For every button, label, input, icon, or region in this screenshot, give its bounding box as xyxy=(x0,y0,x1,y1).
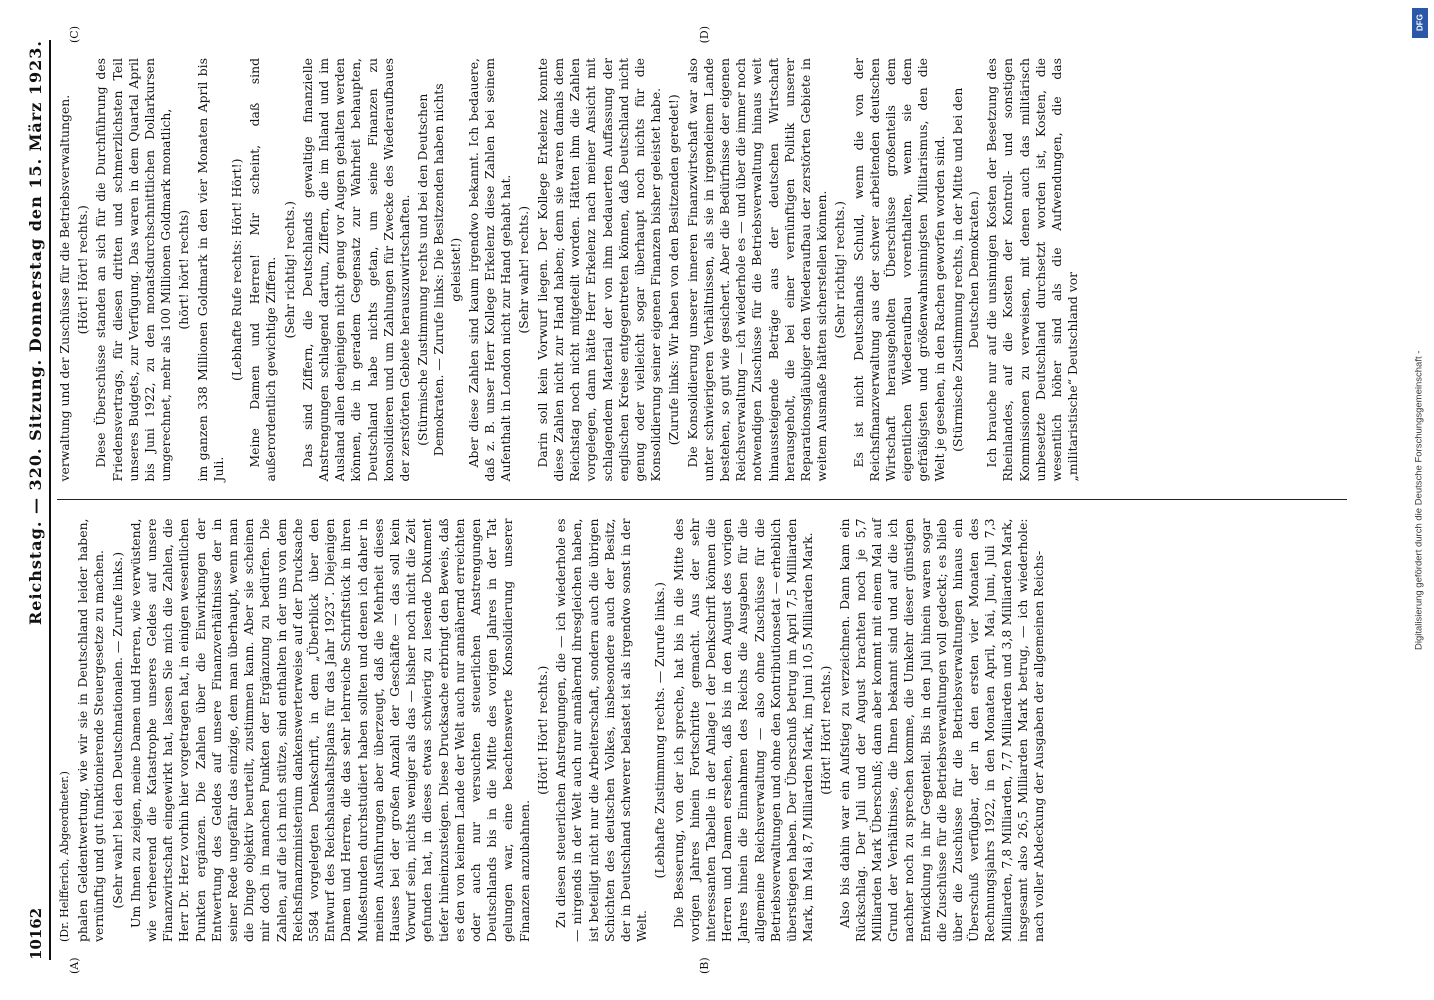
paragraph: Die Besserung, von der ich spreche, hat bis in die Mitte des vorigen Jahres hinein Fortschritte gemacht. Aus der sehr interessanten Tabelle in der Anlage I der Denkschrift können die Herren und Damen ersehen, daß bis in den August des vorigen Jahres hinein die Einnahmen des Reichs die Ausgaben für die allgemeine Reichsverwaltung — also ohne Zuschüsse für die Betriebsverwaltungen und ohne den Kontributionsetat — erheblich überstiegen haben. Der Überschuß betrug im April 7,5 Milliarden Mark, im Mai 8,7 Milliarden Mark, im Juni 10,5 Milliarden Mark. xyxy=(670,518,816,942)
paragraph: Zu diesen steuerlichen Anstrengungen, die — ich wiederhole es — nirgends in der Welt auch nur annähernd ihresgleichen haben, ist beteiligt nicht nur die Arbeiterschaft, sondern auch die übrigen Schichten des deutschen Volkes, insbesondere auch der Besitz, der in Deutschland schwerer belastet ist als irgendwo sonst in der Welt. xyxy=(553,518,650,942)
right-column xyxy=(57,26,1347,501)
paragraph: Aber diese Zahlen sind kaum irgendwo bekannt. Ich bedauere, daß z. B. unser Herr Kollege Erkelenz diese Zahlen bei seinem Aufenthalt in London nicht zur Hand gehabt hat. xyxy=(465,58,514,482)
margin-mark-a: (A) xyxy=(68,957,81,974)
interjection: (Lebhafte Zustimmung rechts. — Zurufe links.) xyxy=(652,582,668,879)
interjection: (Hört! Hört! rechts.) xyxy=(818,665,834,795)
interjection: (Sehr richtig! rechts.) xyxy=(832,201,848,339)
paragraph: Ich brauche nur auf die unsinnigen Kosten der Besetzung des Rheinlandes, auf die Kosten der Kontroll- und sonstigen Kommissionen zu verweisen, mit denen auch das militärisch unbesetzte Deutschland durchsetzt worden ist, Kosten, die wesentlich höher sind als die Aufwendungen, die das „militaristische“ Deutschland vor xyxy=(984,58,1081,482)
interjection: (hört! hört! rechts) xyxy=(176,209,192,330)
page-header xyxy=(26,40,51,960)
paragraph: Das sind Ziffern, die Deutschlands gewaltige finanzielle Anstrengungen schlagend dartun, Ziffern, die im Inland und im Ausland allen denjenigen nicht genug vor Augen gehalten werden können, die in geradem Gegensatz zur Wahrheit behaupten, Deutschland habe nichts getan, um seine Finanzen zu konsolidieren und um Zahlungen für Zwecke des Wiederaufbaues der zerstörten Gebiete herauszuwirtschaften. xyxy=(299,58,413,482)
margin-mark-b: (B) xyxy=(698,957,711,974)
paragraph: phalen Geldentwertung, wie wir sie in Deutschland leider haben, vernünftig und gut funktionierende Steuergesetze zu machen. xyxy=(75,518,107,942)
paragraph: Es ist nicht Deutschlands Schuld, wenn die von der Reichsfinanzverwaltung aus der schwer arbeitenden deutschen Wirtschaft herausgeholten Überschüsse großenteils dem eigentlichen Wiederaufbau vorenthalten, wenn sie dem gefräßigsten und größenwahnsinnigsten Militarismus, den die Welt je gesehen, in den Rachen geworfen worden sind. xyxy=(850,58,947,482)
interjection: (Zurufe links: Wir haben von den Besitzenden geredet!) xyxy=(666,94,682,446)
speaker-label: (Dr. Helfferich, Abgeordneter.) xyxy=(58,771,71,942)
page-number: 10162 xyxy=(27,907,45,960)
paragraph: Meine Damen und Herren! Mir scheint, daß sind außerordentlich gewichtige Ziffern. xyxy=(247,58,279,482)
text-columns xyxy=(57,26,1347,974)
interjection: (Stürmische Zustimmung rechts, in der Mitte und bei den Deutschen Demokraten.) xyxy=(949,87,981,452)
paragraph: Die Konsolidierung unserer inneren Finanzwirtschaft war also unter schwierigeren Verhältnissen, als sie in irgendeinem Lande bestehen, so gut wie gesichert. Aber die Bedürfnisse der eigenen Reichsverwaltung — ich wiederhole es — und über die immer noch notwendigen Zuschüsse für die Betriebsverwaltung hinaus weit hinaussteigende Beträge aus der deutschen Wirtschaft herausgeholt, die bei einer vernünftigen Politik unserer Reparationsgläubiger den Wiederaufbau der zerstörten Gebiete in weitem Ausmaße hätten sicherstellen können. xyxy=(684,58,830,482)
dfg-logo: DFG xyxy=(1412,8,1428,38)
page-title: Reichstag. — 320. Sitzung. Donnerstag den 15. März 1923. xyxy=(26,40,45,626)
paragraph: Um Ihnen zu zeigen, meine Damen und Herren, wie verwüstend, wie verheerend die Katastrophe unseres Geldes auf unsere Finanzwirtschaft eingewirkt hat, lassen Sie mich die Zahlen, die Herr Dr. Herz vorhin hier vorgetragen hat, in einigen wesentlichen Punkten ergänzen. Die Zahlen über die Einwirkungen der Entwertung des Geldes auf unsere Finanzverhältnisse der in seiner Rede ungefähr das einzige, dem man überhaupt, wenn man die Dinge objektiv beurteilt, zustimmen kann. Aber sie scheinen mir doch in manchen Punkten der Ergänzung zu bedürfen. Die Zahlen, auf die ich mich stütze, sind enthalten in der uns von dem Reichsfinanzministerium dankenswerterweise auf der Drucksache 5584 vorgelegten Denkschrift, in dem „Überblick über den Entwurf des Reichshaushaltsplans für das Jahr 1923“. Diejenigen Damen und Herren, die das sehr lehrreiche Schriftstück in ihren Mußestunden durchstudiert haben sollten und denen ich daher in meinen Ausführungen aber überzeugt, daß die Mehrheit dieses Hauses bei der großen Anzahl der Geschäfte — das soll kein Vorwurf sein, nichts weniger als das — bisher noch nicht die Zeit gefunden hat, in dieses etwas schwierig zu lesende Dokument tiefer hineinzusteigen. Diese Drucksache erbringt den Beweis, daß es den von keinem Lande der Welt auch nur annähernd erreichten oder auch nur versuchten steuerlichen Anstrengungen Deutschlands bis in die Mitte des vorigen Jahres in der Tat gelungen war, eine beachtenswerte Konsolidierung unserer Finanzen anzubahnen. xyxy=(127,518,532,942)
interjection: (Hört! Hört! rechts.) xyxy=(534,665,550,795)
margin-mark-c: (C) xyxy=(68,26,81,43)
paragraph: Also bis dahin war ein Aufstieg zu verzeichnen. Dann kam ein Rückschlag. Der Juli und der August brachten noch je 5,7 Milliarden Mark Überschuß; dann aber kommt mit einem Mal auf Grund der Verhältnisse, die Ihnen bekannt sind und auf die ich nachher noch zu sprechen komme, die Umkehr dieser günstigen Entwicklung in ihr Gegenteil. Bis in den Juli hinein waren sogar die Zuschüsse für die Betriebsverwaltungen voll gedeckt; es blieb über die Zuschüsse für die Betriebsverwaltungen hinaus ein Überschuß verfügbar, der in den ersten vier Monaten des Rechnungsjahrs 1922, in den Monaten April, Mai, Juni, Juli 7,3 Milliarden, 7,8 Milliarden, 7,7 Milliarden und 3,8 Milliarden Mark, insgesamt also 26,5 Milliarden Mark betrug, — ich wiederhole: nach voller Abdeckung der Ausgaben der allgemeinen Reichs- xyxy=(836,518,1046,942)
paragraph: Diese Überschüsse standen an sich für die Durchführung des Friedensvertrags, für diesen dritten und schmerzlichsten Teil unseres Budgets, zur Verfügung. Das waren in dem Quartal April bis Juni 1922, zu den monatsdurchschnittlichen Dollarkursen umgerechnet, mehr als 100 Millionen Goldmark monatlich, xyxy=(93,58,174,482)
paragraph: im ganzen 338 Millionen Goldmark in den vier Monaten April bis Juli. xyxy=(194,58,226,482)
digitization-credit: Digitalisierung gefördert durch die Deutsche Forschungsgemeinschaft - xyxy=(1413,350,1425,650)
paragraph: Darin soll kein Vorwurf liegen. Der Kollege Erkelenz konnte diese Zahlen nicht zur Hand haben; denn sie waren damals dem Reichstag noch nicht mitgeteilt worden. Hätten ihm die Zahlen vorgelegen, dann hätte Herr Erkelenz nach meiner Ansicht mit schlagendem Material der von ihm bedauerten Auffassung der englischen Kreise entgegentreten können, daß Deutschland nicht genug oder vielleicht sogar überhaupt noch nichts für die Konsolidierung seiner eigenen Finanzen bisher geleistet habe. xyxy=(534,58,664,482)
interjection: (Lebhafte Rufe rechts: Hört! Hört!) xyxy=(229,158,245,381)
interjection: (Hört! Hört! rechts.) xyxy=(75,205,91,335)
document-page xyxy=(12,20,1382,980)
interjection: (Sehr wahr! rechts.) xyxy=(516,205,532,334)
left-column xyxy=(57,501,1347,974)
interjection: (Sehr wahr! bei den Deutschnationalen. — Zurufe links.) xyxy=(109,551,125,909)
margin-mark-d: (D) xyxy=(698,26,711,44)
interjection: (Sehr richtig! rechts.) xyxy=(281,201,297,339)
paragraph: verwaltung und der Zuschüsse für die Betriebsverwaltungen. xyxy=(57,94,72,482)
interjection: (Stürmische Zustimmung rechts und bei den Deutschen Demokraten. — Zurufe links: Die Besitzenden haben nichts geleistet!) xyxy=(415,83,463,457)
